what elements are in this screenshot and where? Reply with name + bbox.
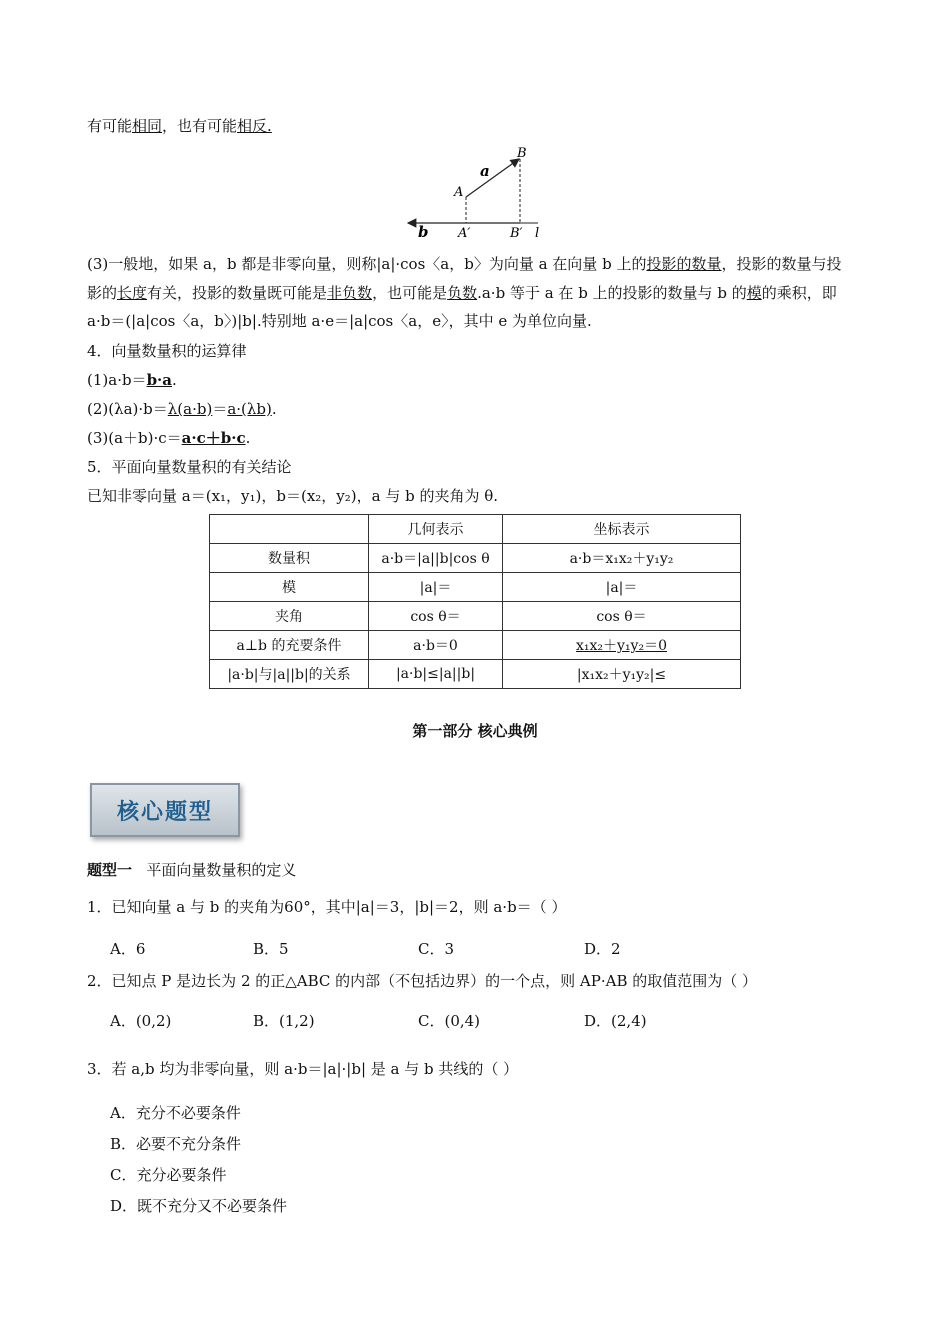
q1-option-c[interactable]: C．3 xyxy=(418,940,455,958)
law-1-text: (1)a·b＝ xyxy=(87,371,147,389)
question-3-stem: 3．若 a,b 均为非零向量，则 a·b＝|a|·|b| 是 a 与 b 共线的（ ） xyxy=(87,1060,519,1078)
table-cell: |a|＝ xyxy=(369,573,503,602)
type-title: 平面向量数量积的定义 xyxy=(146,861,297,879)
type-label: 题型一 xyxy=(87,861,133,879)
q1-option-d[interactable]: D．2 xyxy=(584,940,621,958)
table-cell: a·b＝|a||b|cos θ xyxy=(369,544,503,573)
projection-figure xyxy=(400,140,550,240)
table-row xyxy=(210,660,741,689)
q3-option-b[interactable]: B．必要不充分条件 xyxy=(110,1135,242,1153)
projection-line-2 xyxy=(87,283,837,303)
conclusions-given: 已知非零向量 a＝(x₁，y₁)，b＝(x₂，y₂)，a 与 b 的夹角为 θ. xyxy=(87,487,499,505)
core-type-banner xyxy=(90,783,240,837)
table-header-row xyxy=(210,515,741,544)
projection-answer-length: 长度 xyxy=(117,284,148,302)
projection-answer-modulus: 模 xyxy=(746,284,762,302)
table-cell: |a·b|与|a||b|的关系 xyxy=(210,660,369,689)
projection-answer-nonneg: 非负数 xyxy=(327,284,373,302)
projection-text-2c: ，也可能是 xyxy=(372,284,448,302)
projection-text-2d: .a·b 等于 a 在 b 上的投影的数量与 b 的 xyxy=(477,284,747,302)
table-cell: 数量积 xyxy=(210,544,369,573)
law-1-answer: b·a xyxy=(146,371,172,389)
law-1-end: . xyxy=(172,371,177,389)
table-cell: a·b＝0 xyxy=(369,631,503,660)
section-title: 第一部分 核心典例 xyxy=(412,722,538,740)
q1-option-a[interactable]: A．6 xyxy=(110,940,146,958)
table-cell: cos θ＝ xyxy=(503,602,741,631)
law-2-answer-2: a·(λb) xyxy=(227,400,272,418)
law-3-end: . xyxy=(245,429,251,447)
projection-line-3: a·b＝(|a|cos〈a，b〉)|b|.特别地 a·e＝|a|cos〈a，e〉，其中 e 为单位向量. xyxy=(87,312,592,330)
label-A: A xyxy=(454,185,464,200)
intro-text-2: ，也有可能 xyxy=(162,117,238,135)
projection-answer-negative: 负数 xyxy=(447,284,478,302)
vector-a-arrow xyxy=(466,159,519,197)
table-cell: cos θ＝ xyxy=(369,602,503,631)
intro-answer-same: 相同 xyxy=(132,117,163,135)
table-cell: 模 xyxy=(210,573,369,602)
projection-line-1 xyxy=(87,254,841,274)
law-2-answer-1: λ(a·b) xyxy=(167,400,213,418)
type-heading xyxy=(87,860,296,880)
table-cell: |a·b|≤|a||b| xyxy=(369,660,503,689)
q2-option-d[interactable]: D．(2,4) xyxy=(584,1012,647,1030)
question-2-stem: 2．已知点 P 是边长为 2 的正△ABC 的内部（不包括边界）的一个点，则 AP·AB 的取值范围为（ ） xyxy=(87,972,758,990)
table-row xyxy=(210,544,741,573)
label-b: b xyxy=(418,223,429,240)
projection-text-1: (3)一般地，如果 a，b 都是非零向量，则称|a|·cos〈a，b〉为向量 a 在向量 b 上的 xyxy=(87,255,647,273)
q3-option-d[interactable]: D．既不充分又不必要条件 xyxy=(110,1197,288,1215)
conclusions-heading: 5．平面向量数量积的有关结论 xyxy=(87,458,292,476)
q2-option-a[interactable]: A．(0,2) xyxy=(110,1012,172,1030)
table-row xyxy=(210,602,741,631)
law-2-eq: ＝ xyxy=(212,400,228,418)
law-3-answer: a·c＋b·c xyxy=(181,429,246,447)
label-A-prime: A′ xyxy=(458,226,471,240)
law-3-text: (3)(a＋b)·c＝ xyxy=(87,429,182,447)
laws-heading: 4．向量数量积的运算律 xyxy=(87,342,247,360)
table-cell: |a|＝ xyxy=(503,573,741,602)
label-a: a xyxy=(480,162,490,180)
table-header: 坐标表示 xyxy=(503,515,741,544)
banner-text: 核心题型 xyxy=(116,799,213,825)
table-cell: a·b＝x₁x₂＋y₁y₂ xyxy=(503,544,741,573)
law-2-end: . xyxy=(271,400,277,418)
projection-text-2e: 的乘积，即 xyxy=(761,284,837,302)
projection-text-2a: 影的 xyxy=(87,284,118,302)
q3-option-a[interactable]: A．充分不必要条件 xyxy=(110,1104,241,1122)
table-cell: 夹角 xyxy=(210,602,369,631)
properties-table xyxy=(209,514,741,689)
q2-option-c[interactable]: C．(0,4) xyxy=(418,1012,481,1030)
intro-text-1: 有可能 xyxy=(87,117,133,135)
projection-text-2b: 有关，投影的数量既可能是 xyxy=(147,284,328,302)
law-2-text: (2)(λa)·b＝ xyxy=(87,400,168,418)
law-3 xyxy=(87,428,250,448)
law-2 xyxy=(87,399,277,419)
q3-option-c[interactable]: C．充分必要条件 xyxy=(110,1166,227,1184)
intro-line xyxy=(87,116,272,136)
question-1-stem: 1．已知向量 a 与 b 的夹角为60°，其中|a|＝3，|b|＝2，则 a·b＝（ ） xyxy=(87,898,567,916)
intro-answer-opposite: 相反. xyxy=(237,117,272,135)
label-l: l xyxy=(535,226,540,240)
table-cell: a⊥b 的充要条件 xyxy=(210,631,369,660)
q1-option-b[interactable]: B．5 xyxy=(253,940,289,958)
label-B-prime: B′ xyxy=(510,226,523,240)
table-cell: x₁x₂＋y₁y₂＝0 xyxy=(503,631,741,660)
q2-option-b[interactable]: B．(1,2) xyxy=(253,1012,315,1030)
table-cell: |x₁x₂＋y₁y₂|≤ xyxy=(503,660,741,689)
projection-text-1-tail: ，投影的数量与投 xyxy=(721,255,842,273)
table-header xyxy=(210,515,369,544)
law-1 xyxy=(87,370,177,390)
table-header: 几何表示 xyxy=(369,515,503,544)
table-row xyxy=(210,631,741,660)
table-row xyxy=(210,573,741,602)
label-B: B xyxy=(517,146,527,161)
projection-answer-quantity: 投影的数量 xyxy=(646,255,722,273)
